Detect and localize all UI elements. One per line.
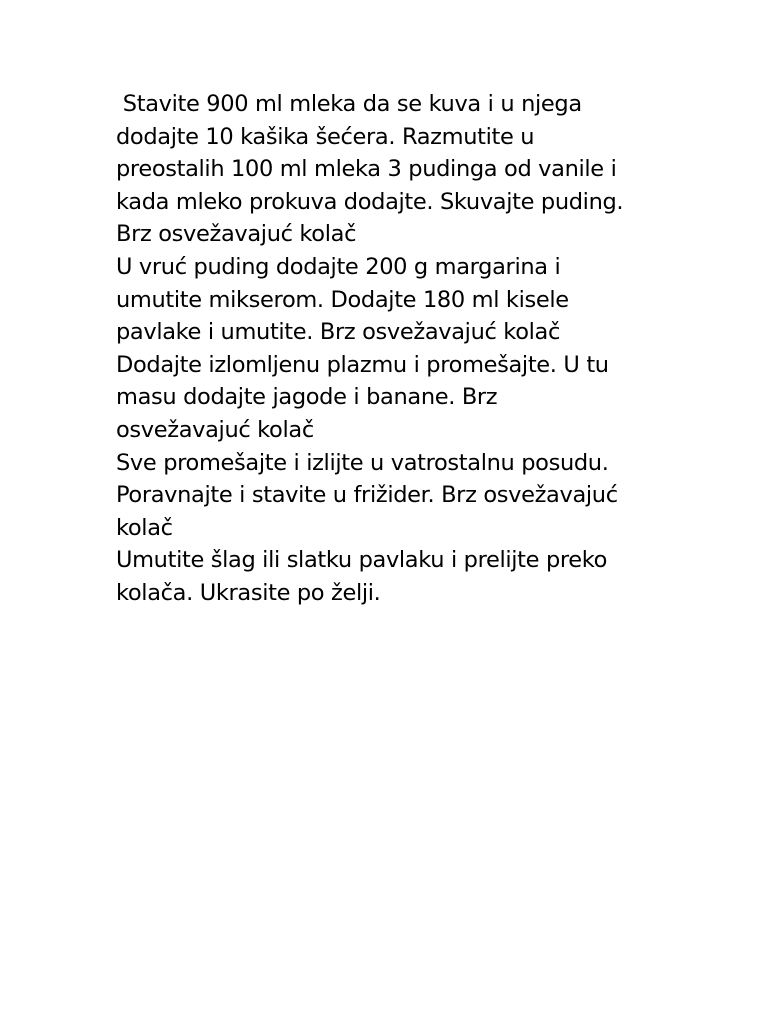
- text-line-13: Poravnajte i stavite u frižider. Brz osvežavajuć: [116, 482, 618, 509]
- text-line-12: Sve promešajte i izlijte u vatrostalnu posudu.: [116, 449, 609, 476]
- text-line-8: pavlake i umutite. Brz osvežavajuć kolač: [116, 319, 560, 346]
- text-line-3: preostalih 100 ml mleka 3 pudinga od vanile i: [116, 156, 617, 183]
- text-line-11: osvežavajuć kolač: [116, 416, 314, 443]
- text-line-10: masu dodajte jagode i banane. Brz: [116, 384, 498, 411]
- text-line-9: Dodajte izlomljenu plazmu i promešajte. U tu: [116, 351, 609, 378]
- text-line-4: kada mleko prokuva dodajte. Skuvajte puding.: [116, 188, 624, 215]
- text-line-1: Stavite 900 ml mleka da se kuva i u njega: [116, 91, 582, 117]
- text-line-6: U vruć puding dodajte 200 g margarina i: [116, 253, 561, 280]
- text-line-2: dodajte 10 kašika šećera. Razmutite u: [116, 123, 535, 150]
- recipe-text: [116, 88, 661, 610]
- text-line-15: Umutite šlag ili slatku pavlaku i prelijte preko: [116, 547, 608, 574]
- text-line-16: kolača. Ukrasite po želji.: [116, 579, 381, 606]
- text-line-5: Brz osvežavajuć kolač: [116, 221, 357, 248]
- text-line-14: kolač: [116, 514, 173, 541]
- text-line-7: umutite mikserom. Dodajte 180 ml kisele: [116, 286, 569, 313]
